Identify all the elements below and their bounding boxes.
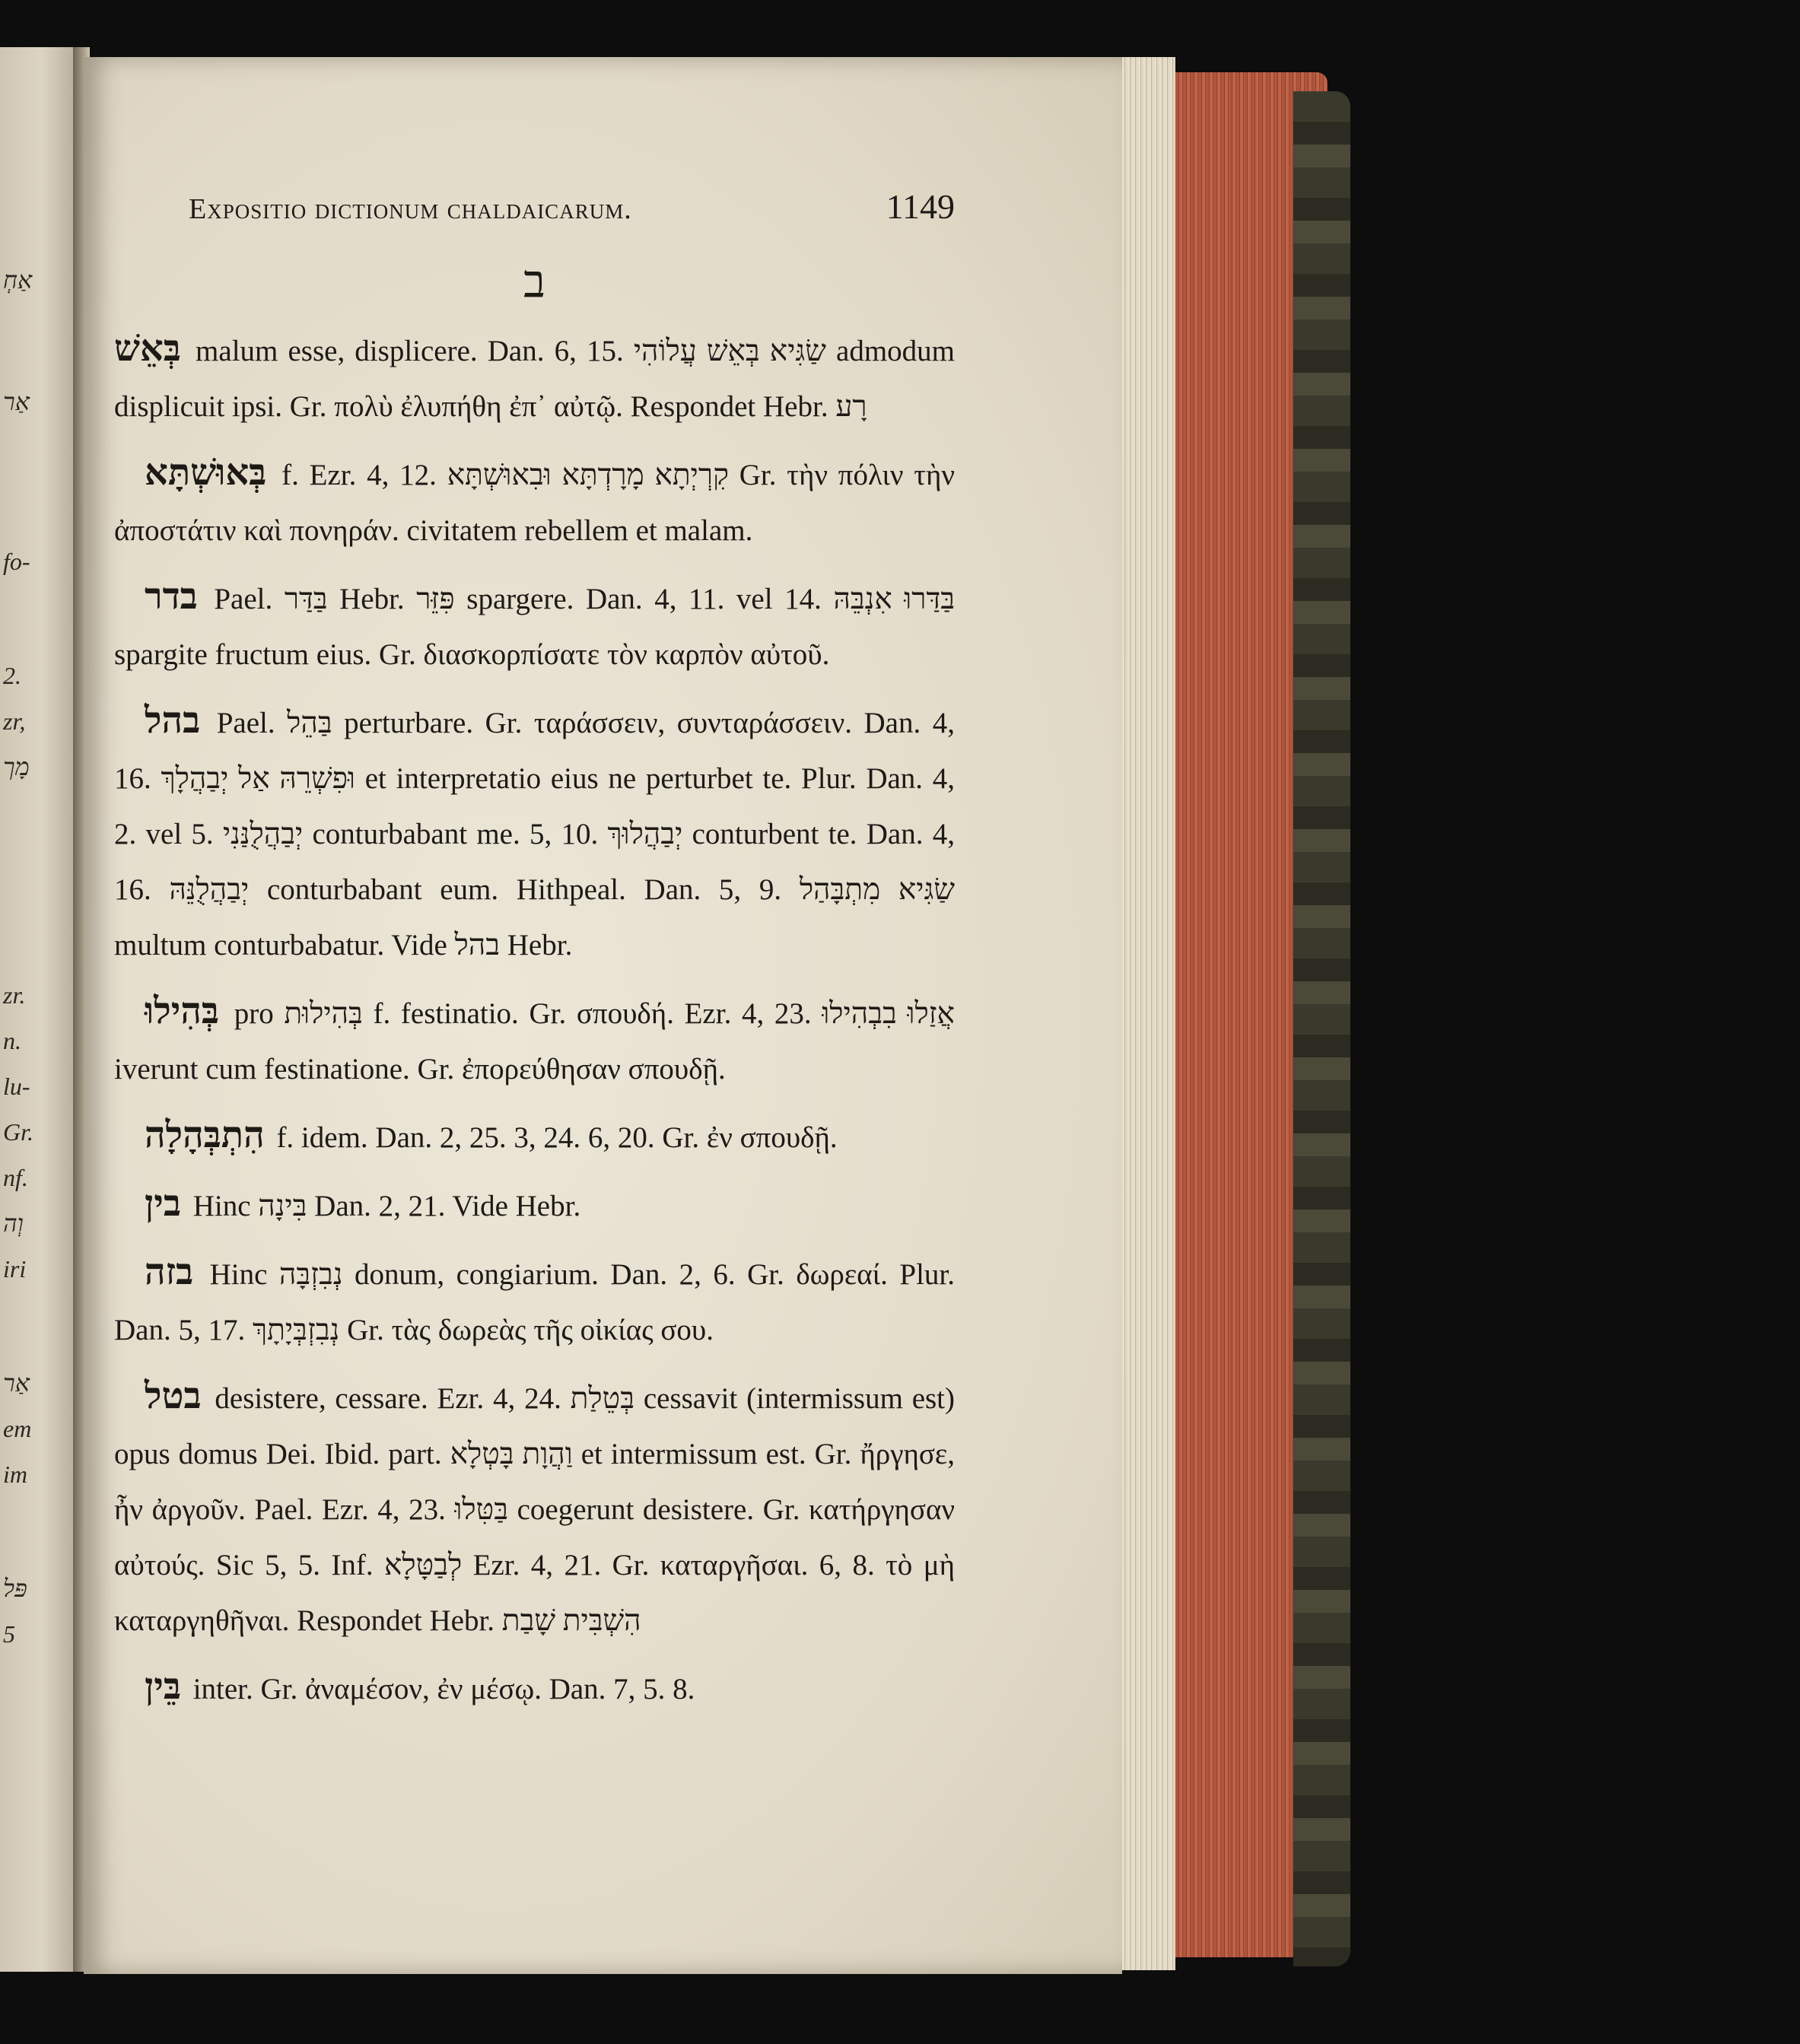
book-cover bbox=[1293, 91, 1350, 1966]
left-page-fragment: 2. bbox=[3, 662, 21, 689]
entry-text: inter. Gr. ἀναμέσον, ἐν μέσῳ. Dan. 7, 5. 8. bbox=[192, 1673, 695, 1705]
left-page-fragment: אַר bbox=[3, 1369, 30, 1397]
entry-text: Hinc נְבִזְבָּה donum, congiarium. Dan. 2, 6. Gr. δωρεαί. Plur. Dan. 5, 17. נְבִזְבְּיָתָךְ Gr. τὰς δωρεὰς τῆς οἰκίας σου. bbox=[114, 1258, 955, 1346]
entry-headword: בדר bbox=[145, 575, 198, 618]
section-letter: ב bbox=[523, 256, 545, 307]
entry-text: f. idem. Dan. 2, 25. 3, 24. 6, 20. Gr. ἐν σπουδῇ. bbox=[276, 1121, 838, 1154]
left-page-fragment: zr. bbox=[3, 981, 26, 1009]
entry-headword: בְּהִילוּ bbox=[145, 990, 220, 1032]
left-page-fragment: im bbox=[3, 1461, 27, 1488]
left-page-fragment: מָך bbox=[3, 753, 30, 780]
entry-text: pro בְּהִילוּת f. festinatio. Gr. σπουδή. Ezr. 4, 23. אֲזַלוּ בִבְהִילוּ iverunt cum festinatione. Gr. ἐπορεύθησαν σπουδῇ. bbox=[114, 997, 955, 1086]
left-page-fragment: n. bbox=[3, 1027, 21, 1054]
left-page-fragment: fo- bbox=[3, 548, 30, 575]
entry-text: f. Ezr. 4, 12. קִרְיְתָא מָרָדְתָּא וּבִאוּשְׁתָּא Gr. τὴν πόλιν τὴν ἀποστάτιν καὶ πονηράν. civitatem rebellem et malam. bbox=[114, 459, 955, 547]
entry-text: desistere, cessare. Ezr. 4, 24. בְּטֵלַת cessavit (intermissum est) opus domus Dei. Ibid. part. וַהֲוָת בָּטְלָא et intermissum est. Gr. ἤργησε, ἦν ἀργοῦν. Pael. Ezr. 4, 23. בַּטִּלוּ coegerunt desistere. Gr. κατήργησαν αὐτούς. Sic 5, 5. Inf. לְבַטָּלָא Ezr. 4, 21. Gr. καταργῆσαι. 6, 8. τὸ μὴ καταργηθῆναι. Respondet Hebr. הִשְׁבִּית שָׁבַת bbox=[114, 1382, 956, 1637]
dictionary-entry bbox=[114, 445, 955, 558]
entry-headword: בְּאֵשׁ bbox=[114, 327, 181, 370]
left-page-fragment: em bbox=[3, 1415, 32, 1442]
left-page-fragment: אַר bbox=[3, 388, 30, 415]
running-head-title: Expositio dictionum chaldaicarum. bbox=[189, 193, 632, 225]
entry-text: Pael. בַּדַּר Hebr. פִּזֵּר spargere. Dan. 4, 11. vel 14. בַּדַּרוּ אִנְבֵּהּ spargite fructum eius. Gr. διασκορπίσατε τὸν καρπὸν αὐτοῦ. bbox=[114, 583, 956, 671]
left-page-fragment: וְה bbox=[3, 1210, 24, 1237]
dictionary-entry bbox=[114, 569, 955, 682]
page-content bbox=[114, 179, 955, 1728]
dictionary-entry bbox=[114, 321, 955, 434]
entry-headword: בֵּין bbox=[145, 1665, 181, 1708]
left-page-fragment: zr, bbox=[3, 707, 26, 735]
entry-headword: בין bbox=[145, 1182, 181, 1225]
running-head bbox=[114, 179, 955, 237]
left-page-edge bbox=[0, 47, 76, 1972]
entry-text: Hinc בִּינָה Dan. 2, 21. Vide Hebr. bbox=[192, 1190, 581, 1222]
page-edges bbox=[1122, 57, 1175, 1970]
entry-headword: בטל bbox=[145, 1375, 202, 1417]
dictionary-entry bbox=[114, 1368, 955, 1648]
left-page-fragment: אַחְ bbox=[3, 266, 33, 294]
dictionary-entry bbox=[114, 693, 955, 973]
entry-text: malum esse, displicere. Dan. 6, 15. שַׂגִּיא בְּאֵשׁ עֲלוֹהִי admodum displicuit ipsi. Gr. πολὺ ἐλυπήθη ἐπ᾽ αὐτῷ. Respondet Hebr. רָע bbox=[114, 335, 955, 423]
left-page-fragment: פּל bbox=[3, 1575, 27, 1602]
left-page-fragment: Gr. bbox=[3, 1118, 34, 1146]
dictionary-entry bbox=[114, 984, 955, 1097]
dictionary-entry bbox=[114, 1245, 955, 1358]
entry-headword: בזה bbox=[145, 1251, 194, 1293]
dictionary-entry bbox=[114, 1176, 955, 1234]
left-page-fragment: nf. bbox=[3, 1164, 28, 1191]
left-page-fragment: lu- bbox=[3, 1073, 30, 1100]
entry-headword: בְּאוּשְׁתָּא bbox=[145, 451, 267, 494]
left-page-fragment: 5 bbox=[3, 1620, 15, 1648]
entry-headword: הִתְבְּהָלָה bbox=[145, 1114, 265, 1156]
page-number: 1149 bbox=[886, 187, 955, 226]
entry-text: Pael. בַּהֵל perturbare. Gr. ταράσσειν, συνταράσσειν. Dan. 4, 16. וּפִשְׁרֵהּ אַל יְבַהֲלָךְ et interpretatio eius ne perturbet te. Plur. Dan. 4, 2. vel 5. יְבַהֲלֻנַּנִי conturbabant me. 5, 10. יְבַהֲלוּךְ conturbent te. Dan. 4, 16. יְבַהֲלֻנֵּהּ conturbabant eum. Hithpeal. Dan. 5, 9. שַׂגִּיא מִתְבָּהַל multum conturbabatur. Vide בהל Hebr. bbox=[114, 707, 956, 962]
entry-headword: בהל bbox=[145, 699, 201, 742]
left-page-fragment: iri bbox=[3, 1255, 27, 1283]
dictionary-entry bbox=[114, 1108, 955, 1165]
dictionary-entries bbox=[114, 321, 955, 1717]
dictionary-entry bbox=[114, 1659, 955, 1717]
